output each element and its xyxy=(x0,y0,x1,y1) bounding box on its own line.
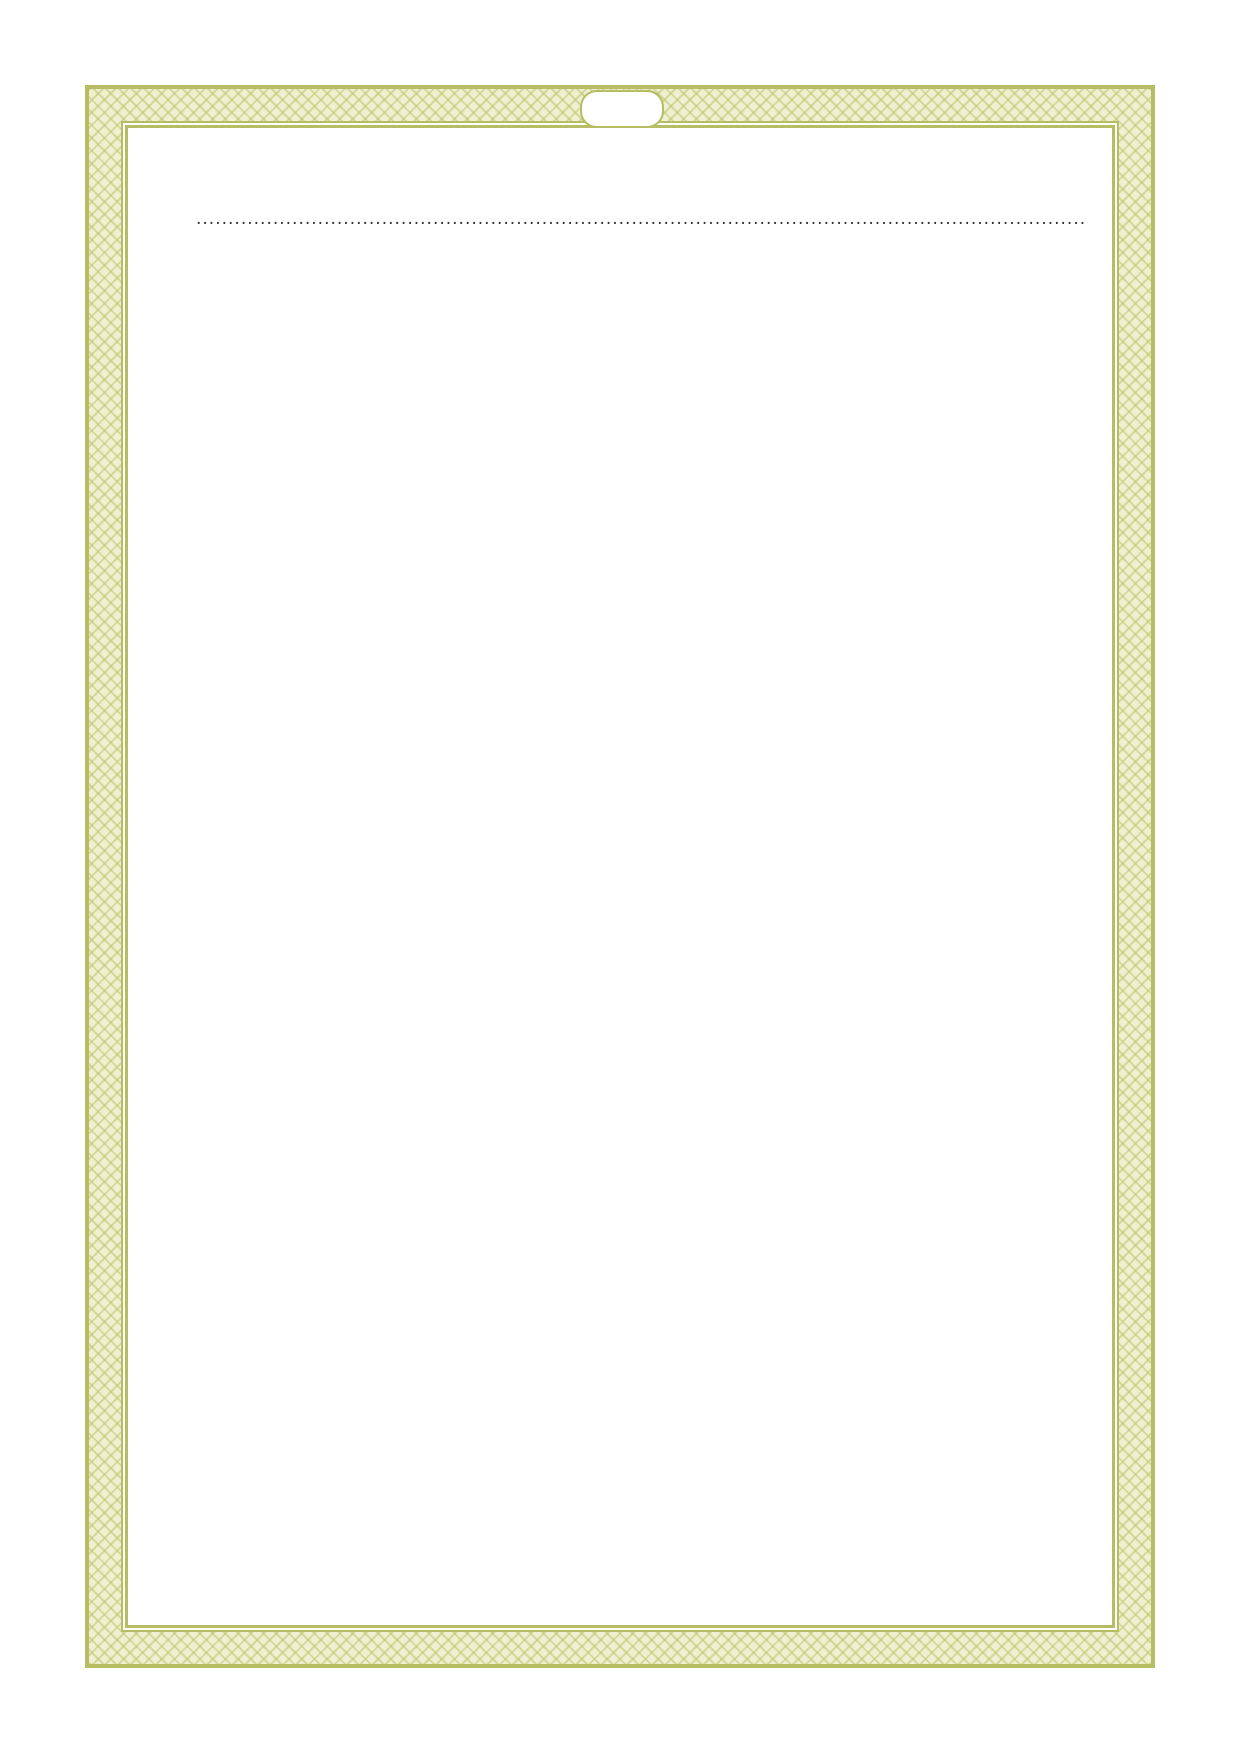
toc-entry-line1 xyxy=(194,180,1090,206)
table-of-contents xyxy=(150,150,1090,232)
toc-entry-wrapped[interactable] xyxy=(150,180,1090,232)
toc-entry-line2 xyxy=(194,206,1090,232)
leader-dots xyxy=(196,206,1088,232)
page-number xyxy=(580,90,664,128)
page-panel xyxy=(125,125,1115,1628)
